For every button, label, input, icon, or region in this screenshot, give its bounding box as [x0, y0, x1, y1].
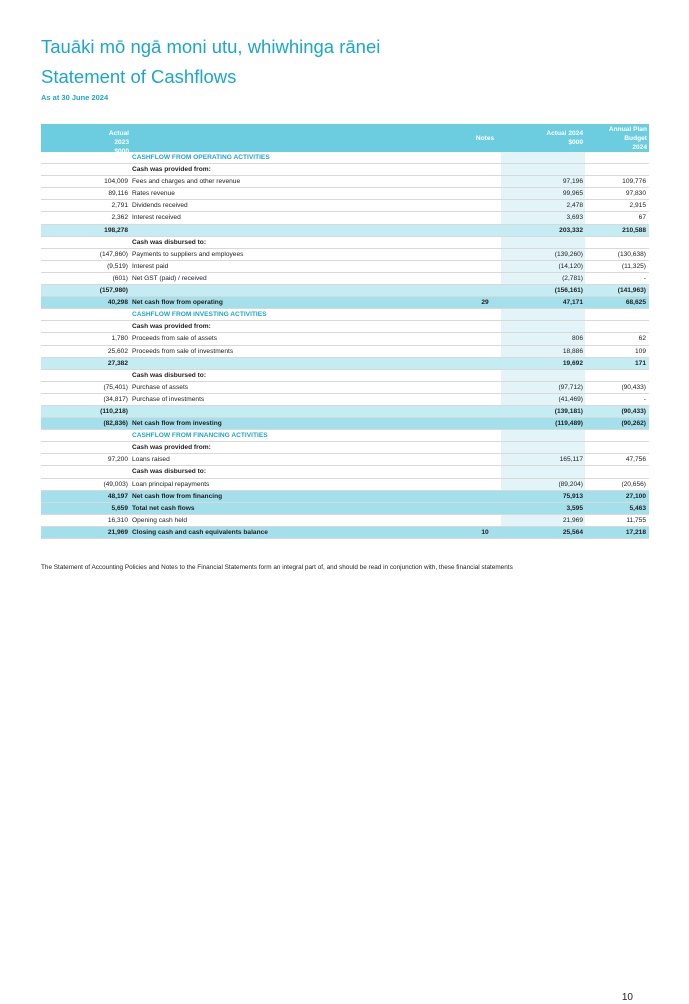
cell-budget: (20,656)	[621, 480, 646, 488]
cell-budget: 109,776	[622, 178, 646, 186]
cell-actual-2024: (97,712)	[558, 383, 583, 391]
footnote: The Statement of Accounting Policies and Notes to the Financial Statements form an integral part of, and should be read in conjunction with, these financial statements	[41, 564, 513, 571]
cell-label: Interest paid	[132, 262, 169, 270]
header-actual-2024-label: Actual 2024	[546, 130, 583, 137]
cell-actual-2023: 1,780	[111, 335, 128, 343]
table-body	[41, 152, 649, 539]
table-row	[41, 200, 649, 212]
table-row	[41, 237, 649, 249]
table-row	[41, 382, 649, 394]
cell-label: Fees and charges and other revenue	[132, 178, 241, 186]
cell-actual-2024: 18,886	[562, 347, 583, 355]
cell-actual-2023: 48,197	[107, 492, 128, 500]
cell-actual-2023: 16,310	[107, 516, 128, 524]
table-row	[41, 479, 649, 491]
cell-label: CASHFLOW FROM FINANCING ACTIVITIES	[132, 432, 268, 440]
cell-actual-2024: (41,469)	[558, 395, 583, 403]
cell-note: 29	[481, 299, 489, 307]
table-row	[41, 527, 649, 539]
cell-actual-2023: 21,969	[107, 528, 128, 536]
cashflow-table	[41, 124, 649, 539]
table-row	[41, 442, 649, 454]
cell-budget: 97,830	[625, 190, 646, 198]
header-actual-2024	[537, 129, 583, 147]
cell-budget: 171	[634, 359, 646, 367]
table-row	[41, 176, 649, 188]
cell-actual-2023: (9,519)	[107, 262, 128, 270]
cell-label: Proceeds from sale of assets	[132, 335, 218, 343]
cell-actual-2023: (157,980)	[99, 287, 128, 295]
cell-actual-2024: 19,692	[562, 359, 583, 367]
page-title-maori: Tauāki mō ngā moni utu, whiwhinga rānei	[41, 36, 381, 57]
cell-actual-2024: (156,161)	[554, 287, 583, 295]
table-row	[41, 491, 649, 503]
cell-budget: -	[643, 274, 646, 282]
table-row	[41, 261, 649, 273]
cell-budget: (11,325)	[621, 262, 646, 270]
cell-actual-2024: 3,693	[566, 214, 583, 222]
cell-label: Cash was provided from:	[132, 166, 211, 174]
current-year-column-shade	[501, 466, 585, 477]
cell-actual-2023: (147,860)	[99, 250, 128, 258]
table-row	[41, 346, 649, 358]
cell-budget: 67	[638, 214, 646, 222]
cell-actual-2024: (89,204)	[558, 480, 583, 488]
cell-label: Cash was provided from:	[132, 323, 211, 331]
table-row	[41, 466, 649, 478]
current-year-column-shade	[501, 442, 585, 453]
header-budget-label: Annual Plan Budget	[608, 126, 647, 142]
cell-budget: 68,625	[625, 299, 646, 307]
cell-budget: (130,638)	[617, 250, 646, 258]
cell-actual-2024: (139,260)	[554, 250, 583, 258]
cell-actual-2023: 89,116	[108, 190, 128, 198]
header-actual-2023-label: Actual 2023	[108, 130, 129, 146]
cell-actual-2024: 99,965	[562, 190, 583, 198]
cell-label: Opening cash held	[132, 516, 187, 524]
cell-budget: 2,915	[629, 202, 646, 210]
cell-label: CASHFLOW FROM INVESTING ACTIVITIES	[132, 311, 267, 319]
table-row	[41, 406, 649, 418]
page-number: 10	[621, 992, 633, 1003]
cell-actual-2024: 21,969	[562, 516, 583, 524]
cell-label: Cash was disbursed to:	[132, 238, 207, 246]
table-row	[41, 152, 649, 164]
table-row	[41, 358, 649, 370]
current-year-column-shade	[501, 237, 585, 248]
cell-actual-2023: 25,602	[107, 347, 128, 355]
cell-budget: 47,756	[625, 456, 646, 464]
cell-label: Rates revenue	[132, 190, 175, 198]
table-row	[41, 333, 649, 345]
cell-actual-2024: 165,117	[559, 456, 583, 464]
cell-actual-2023: (601)	[112, 274, 128, 282]
cell-actual-2023: (75,401)	[103, 383, 128, 391]
cell-budget: (141,963)	[617, 287, 646, 295]
table-row	[41, 418, 649, 430]
cell-label: Dividends received	[132, 202, 188, 210]
cell-actual-2023: (110,218)	[100, 407, 128, 415]
cell-budget: (90,433)	[621, 407, 646, 415]
cell-actual-2024: 47,171	[562, 299, 583, 307]
table-row	[41, 249, 649, 261]
current-year-column-shade	[501, 430, 585, 441]
cell-label: Net GST (paid) / received	[132, 274, 207, 282]
cell-label: Purchase of investments	[132, 395, 205, 403]
cell-actual-2024: 25,564	[562, 528, 583, 536]
cell-actual-2023: 40,298	[107, 299, 128, 307]
cell-actual-2023: 27,382	[107, 359, 128, 367]
table-row	[41, 188, 649, 200]
as-at-date: As at 30 June 2024	[41, 93, 109, 102]
table-row	[41, 273, 649, 285]
current-year-column-shade	[501, 321, 585, 332]
cell-budget: 5,463	[629, 504, 646, 512]
table-row	[41, 297, 649, 309]
header-actual-2024-unit: $000	[568, 139, 583, 146]
header-actual-2023-unit: $000	[114, 148, 129, 155]
cell-label: Purchase of assets	[132, 383, 189, 391]
page-title: Statement of Cashflows	[41, 66, 237, 87]
cell-label: Loan principal repayments	[132, 480, 210, 488]
cell-budget: -	[643, 395, 646, 403]
cell-label: Loans raised	[132, 456, 170, 464]
cell-label: Net cash flow from operating	[132, 299, 223, 307]
cell-actual-2023: (82,836)	[103, 420, 128, 428]
cell-label: Net cash flow from financing	[132, 492, 223, 500]
table-row	[41, 503, 649, 515]
cell-note: 10	[481, 528, 489, 536]
cell-actual-2024: (139,181)	[554, 407, 583, 415]
cell-budget: (90,433)	[621, 383, 646, 391]
cell-actual-2023: (49,003)	[103, 480, 128, 488]
cell-label: Total net cash flows	[132, 504, 195, 512]
cell-actual-2024: 806	[571, 335, 583, 343]
header-budget-year: 2024	[632, 144, 647, 151]
cell-actual-2024: 2,478	[566, 202, 583, 210]
table-row	[41, 212, 649, 224]
cell-label: Interest received	[132, 214, 181, 222]
cell-actual-2024: (14,120)	[558, 262, 583, 270]
cell-actual-2023: 97,200	[107, 456, 128, 464]
cell-budget: 210,588	[622, 226, 646, 234]
cell-budget: 27,100	[625, 492, 646, 500]
header-notes: Notes	[475, 135, 495, 142]
cell-actual-2023: (34,817)	[103, 395, 128, 403]
cell-budget: (90,262)	[621, 420, 646, 428]
cell-label: Proceeds from sale of investments	[132, 347, 234, 355]
current-year-column-shade	[501, 164, 585, 175]
cell-actual-2024: 75,913	[562, 492, 583, 500]
cell-budget: 11,755	[626, 516, 646, 524]
cell-budget: 62	[638, 335, 646, 343]
cell-budget: 17,218	[625, 528, 646, 536]
table-row	[41, 394, 649, 406]
cell-actual-2023: 198,278	[104, 226, 128, 234]
cell-actual-2024: (119,489)	[555, 420, 583, 428]
cell-actual-2024: (2,781)	[562, 274, 583, 282]
cell-label: Cash was disbursed to:	[132, 468, 207, 476]
table-row	[41, 285, 649, 297]
cell-actual-2024: 203,332	[559, 226, 583, 234]
cell-actual-2024: 3,595	[566, 504, 583, 512]
cell-actual-2023: 104,009	[104, 178, 128, 186]
current-year-column-shade	[501, 152, 585, 163]
cell-label: Cash was disbursed to:	[132, 371, 207, 379]
cell-actual-2024: 97,196	[562, 178, 583, 186]
cell-actual-2023: 2,362	[111, 214, 128, 222]
cell-label: Net cash flow from investing	[132, 420, 222, 428]
cell-actual-2023: 5,659	[111, 504, 128, 512]
table-row	[41, 225, 649, 237]
table-row	[41, 454, 649, 466]
cell-label: CASHFLOW FROM OPERATING ACTIVITIES	[132, 154, 270, 161]
table-row	[41, 321, 649, 333]
table-row	[41, 430, 649, 442]
cell-label: Payments to suppliers and employees	[132, 250, 244, 258]
header-budget-unit: $000	[632, 153, 647, 160]
cell-budget: 109	[634, 347, 646, 355]
cell-label: Closing cash and cash equivalents balance	[132, 528, 268, 536]
table-row	[41, 515, 649, 527]
table-row	[41, 164, 649, 176]
cell-actual-2023: 2,791	[111, 202, 128, 210]
table-row	[41, 309, 649, 321]
cell-label: Cash was provided from:	[132, 444, 211, 452]
current-year-column-shade	[501, 309, 585, 320]
table-row	[41, 370, 649, 382]
current-year-column-shade	[501, 370, 585, 381]
